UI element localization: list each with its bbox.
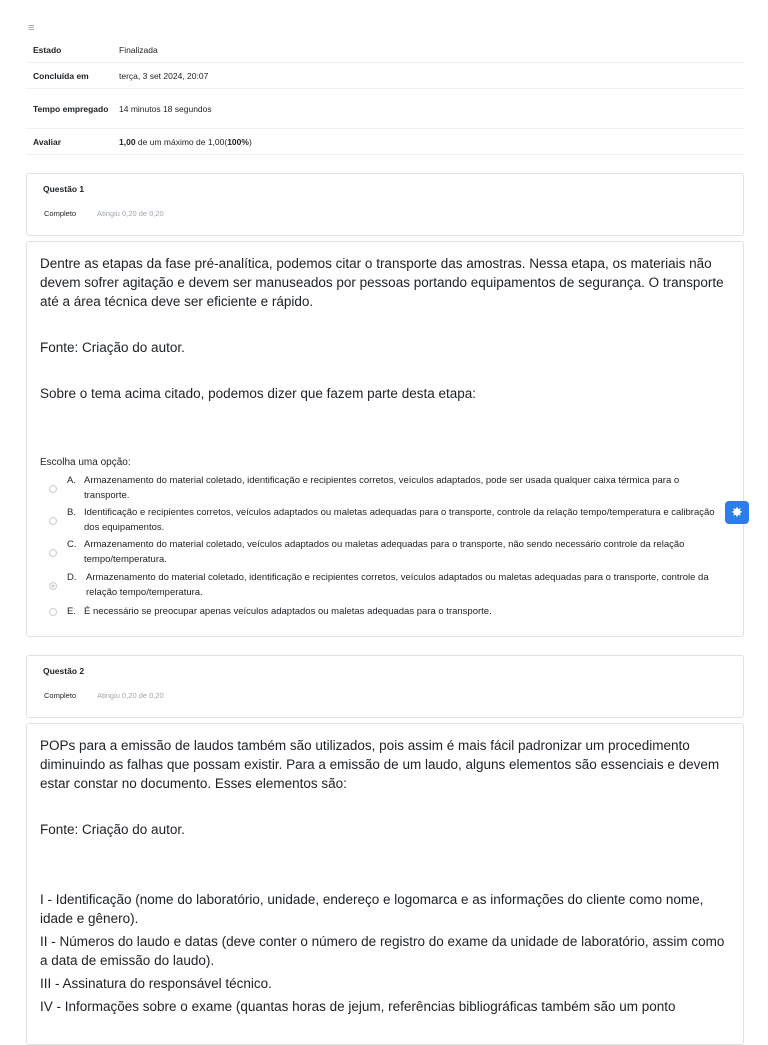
question-2-info (26, 655, 744, 718)
summary-row-grade: Avaliar 1,00 de um máximo de 1,00(100%) (26, 129, 744, 155)
summary-row-completed: Concluída em terça, 3 set 2024, 20:07 (26, 63, 744, 89)
question-grade: Atingiu 0,20 de 0,20 (97, 691, 164, 700)
question-state: Completo (44, 209, 77, 218)
radio-button-selected[interactable] (49, 582, 57, 590)
radio-button[interactable] (49, 485, 57, 493)
question-2-content (26, 723, 744, 1045)
question-prompt: Sobre o tema acima citado, podemos dizer que fazem parte desta etapa: (40, 386, 477, 401)
question-text: POPs para a emissão de laudos também são utilizados, pois assim é mais fácil padronizar um procedimento diminuindo as falhas que possam existir. Para a emissão de um laudo, alguns elementos são essenciais e devem estar constar no documento. Esses elementos são: (40, 738, 720, 791)
accessibility-icon: ✸ (731, 504, 743, 520)
question-number: Questão 1 (43, 184, 85, 194)
radio-button[interactable] (49, 517, 57, 525)
attempt-summary-table (26, 38, 744, 155)
list-item-i: I - Identificação (nome do laboratório, unidade, endereço e logomarca e as informações do cliente como nome, idade e gênero). (40, 892, 704, 926)
question-text: Dentre as etapas da fase pré-analítica, podemos citar o transporte das amostras. Nessa etapa, os materiais não devem sofrer agitação e devem ser manuseados por pessoas portando equipamentos de segurança. O transporte até a área técnica deve ser eficiente e rápido. (40, 256, 724, 309)
question-source: Fonte: Criação do autor. (40, 822, 185, 837)
grade-value: 1,00 de um máximo de 1,00(100%) (119, 136, 252, 147)
summary-row-state: Estado Finalizada (26, 38, 744, 63)
radio-button[interactable] (49, 549, 57, 557)
list-item-ii: II - Números do laudo e datas (deve conter o número de registro do exame da unidade de laboratório, assim como a data de emissão do laudo). (40, 934, 725, 968)
question-grade: Atingiu 0,20 de 0,20 (97, 209, 164, 218)
question-1-info (26, 173, 744, 236)
list-item-iii: III - Assinatura do responsável técnico. (40, 976, 272, 991)
list-item-iv: IV - Informações sobre o exame (quantas horas de jejum, referências bibliográficas também são um ponto (40, 999, 676, 1014)
question-number: Questão 2 (43, 666, 85, 676)
question-1-content: Dentre as etapas da fase pré-analítica, podemos citar o transporte das amostras. Nessa etapa, os materiais não devem sofrer agitação e devem ser manuseados por pessoas portando equipamentos de segurança. O transporte até a área técnica deve ser eficiente e rápido. Fonte: Criação do autor. Sobre o tema acima citado, podemos dizer que fazem parte desta etapa: Escolha uma opção: A. Armazenamento do material coletado, identificação e recipientes corretos, veículos adaptados, pode ser usada qualquer caixa térmica para o transporte. B. Identificação e recipientes corretos, veículos adaptados ou maletas adequadas para o transporte, controle da relação tempo/temperatura e calibração dos equipamentos. C. Armazenamento do material coletado, veículos adaptados ou maletas adequadas para o transporte, não sendo necessário controle da relação tempo/temperatura. D. Armazenamento do material coletado, identificação e recipientes corretos, veículos adaptados ou maletas adequadas para o transporte, controle da relação tempo/temperatura. E. É necessário se preocupar apenas veículos adaptados ou maletas adequadas para o transporte. (26, 241, 744, 637)
question-state: Completo (44, 691, 77, 700)
menu-icon[interactable]: ≡ (28, 22, 35, 34)
question-source: Fonte: Criação do autor. (40, 340, 185, 355)
radio-button[interactable] (49, 608, 57, 616)
summary-row-time-taken: Tempo empregado 14 minutos 18 segundos (26, 89, 744, 129)
accessibility-button[interactable] (725, 501, 749, 524)
choose-option-label: Escolha uma opção: (40, 457, 131, 468)
